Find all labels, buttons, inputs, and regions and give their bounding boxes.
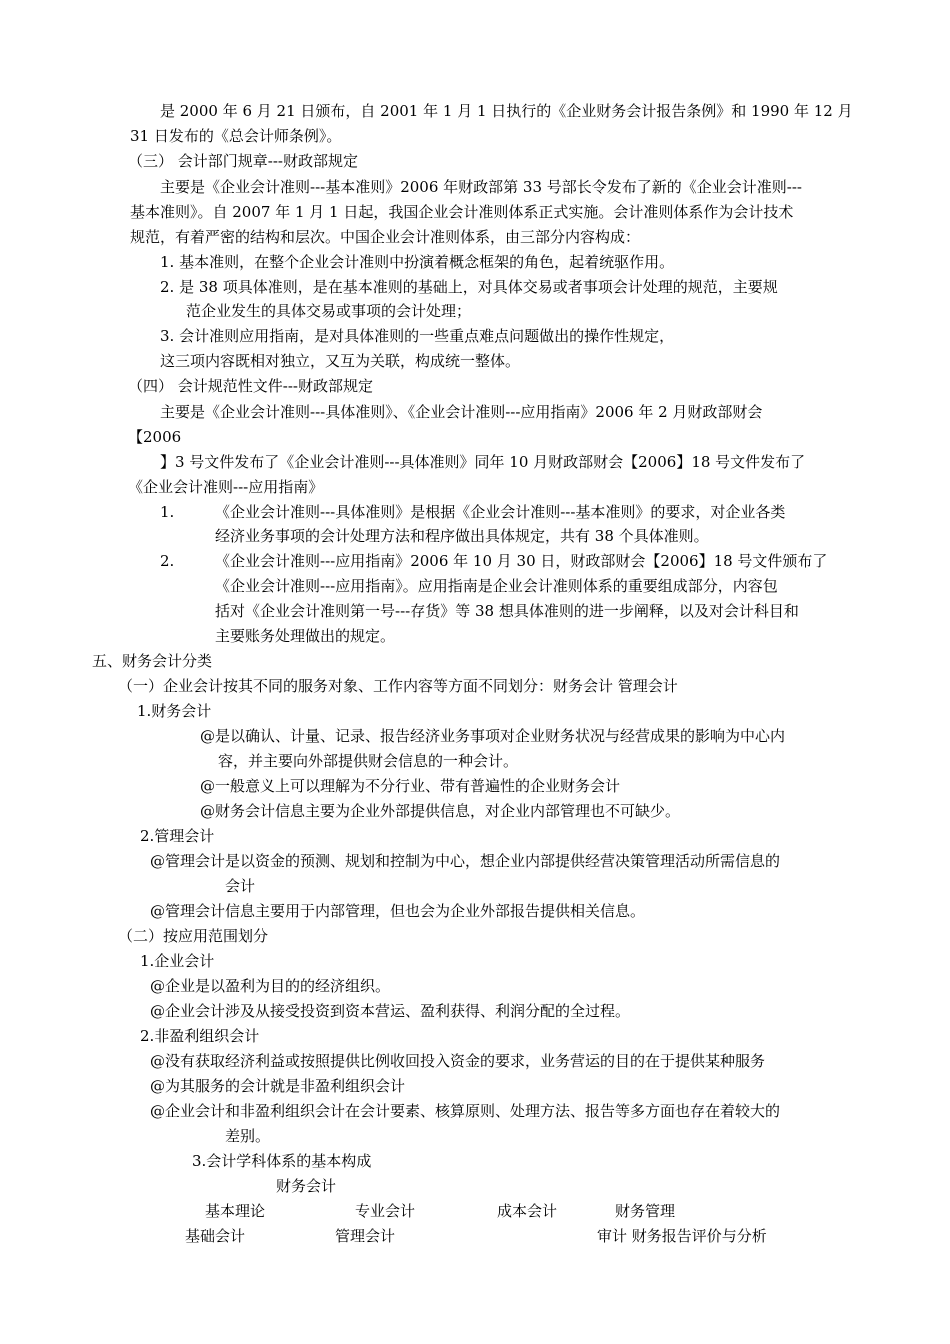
bullet-item: @财务会计信息主要为企业外部提供信息，对企业内部管理也不可缺少。 bbox=[200, 802, 681, 820]
list-item-continuation: 括对《企业会计准则第一号---存货》等 38 想具体准则的进一步阐释，以及对会计科目和 bbox=[215, 602, 799, 620]
bullet-item: @没有获取经济利益或按照提供比例收回投入资金的要求，业务营运的目的在于提供某种服务 bbox=[150, 1052, 766, 1070]
list-marker: 1. bbox=[160, 503, 175, 521]
paragraph-line: 《企业会计准则---应用指南》 bbox=[128, 478, 324, 496]
subsection-heading: 1.企业会计 bbox=[140, 952, 215, 970]
subsection-heading: 3.会计学科体系的基本构成 bbox=[192, 1152, 372, 1170]
paragraph-line: 规范，有着严密的结构和层次。中国企业会计准则体系，由三部分内容构成： bbox=[130, 228, 641, 246]
list-item: 3. 会计准则应用指南，是对具体准则的一些重点难点问题做出的操作性规定， bbox=[160, 327, 675, 345]
diagram-label: 财务管理 bbox=[615, 1202, 676, 1220]
paragraph-line: 是 2000 年 6 月 21 日颁布，自 2001 年 1 月 1 日执行的《企业财务会计报告条例》和 1990 年 12 月 bbox=[160, 102, 853, 120]
bullet-item: @管理会计信息主要用于内部管理，但也会为企业外部报告提供相关信息。 bbox=[150, 902, 646, 920]
paragraph-line: 主要是《企业会计准则---具体准则》、《企业会计准则---应用指南》2006 年 2 月财政部财会 bbox=[160, 403, 763, 421]
paragraph-line: 主要是《企业会计准则---基本准则》2006 年财政部第 33 号部长令发布了新的《企业会计准则--- bbox=[160, 178, 802, 196]
list-item-continuation: 范企业发生的具体交易或事项的会计处理； bbox=[186, 302, 472, 320]
list-item: 2. 是 38 项具体准则，是在基本准则的基础上，对具体交易或者事项会计处理的规范，主要规 bbox=[160, 278, 778, 296]
list-item-continuation: 《企业会计准则---应用指南》。应用指南是企业会计准则体系的重要组成部分，内容包 bbox=[215, 577, 778, 595]
list-item-continuation: 经济业务事项的会计处理方法和程序做出具体规定，共有 38 个具体准则。 bbox=[215, 527, 709, 545]
bullet-item: @一般意义上可以理解为不分行业、带有普遍性的企业财务会计 bbox=[200, 777, 621, 795]
list-item-continuation: 主要账务处理做出的规定。 bbox=[215, 627, 396, 645]
bullet-item: @企业会计和非盈利组织会计在会计要素、核算原则、处理方法、报告等多方面也存在着较大的 bbox=[150, 1102, 781, 1120]
section-heading: （四） 会计规范性文件---财政部规定 bbox=[128, 377, 373, 395]
bullet-item: @企业会计涉及从接受投资到资本营运、盈利获得、利润分配的全过程。 bbox=[150, 1002, 631, 1020]
paragraph-line: 31 日发布的《总会计师条例》。 bbox=[130, 127, 342, 145]
subsection-heading: 1.财务会计 bbox=[137, 702, 212, 720]
diagram-label: 管理会计 bbox=[335, 1227, 396, 1245]
diagram-label: 财务会计 bbox=[276, 1177, 337, 1195]
subsection-heading: 2.非盈利组织会计 bbox=[140, 1027, 260, 1045]
diagram-label: 审计 财务报告评价与分析 bbox=[597, 1227, 767, 1245]
list-marker: 2. bbox=[160, 552, 175, 570]
section-heading: （二）按应用范围划分 bbox=[118, 927, 269, 945]
bullet-continuation: 容，并主要向外部提供财会信息的一种会计。 bbox=[218, 752, 519, 770]
chapter-heading: 五、财务会计分类 bbox=[92, 652, 213, 670]
bullet-continuation: 会计 bbox=[225, 877, 256, 895]
list-item: 《企业会计准则---应用指南》2006 年 10 月 30 日，财政部财会【2006】18 号文件颁布了 bbox=[215, 552, 828, 570]
diagram-label: 成本会计 bbox=[497, 1202, 558, 1220]
paragraph-line: 这三项内容既相对独立，又互为关联，构成统一整体。 bbox=[160, 352, 521, 370]
paragraph-line: 基本准则》。自 2007 年 1 月 1 日起，我国企业会计准则体系正式实施。会计准则体系作为会计技术 bbox=[130, 203, 794, 221]
section-heading: （三） 会计部门规章---财政部规定 bbox=[128, 152, 358, 170]
list-item: 1. 基本准则，在整个企业会计准则中扮演着概念框架的角色，起着统驱作用。 bbox=[160, 253, 675, 271]
list-item: 《企业会计准则---具体准则》是根据《企业会计准则---基本准则》的要求，对企业各类 bbox=[215, 503, 786, 521]
subsection-heading: 2.管理会计 bbox=[140, 827, 215, 845]
bullet-item: @为其服务的会计就是非盈利组织会计 bbox=[150, 1077, 406, 1095]
bullet-item: @企业是以盈利为目的的经济组织。 bbox=[150, 977, 391, 995]
bullet-item: @管理会计是以资金的预测、规划和控制为中心，想企业内部提供经营决策管理活动所需信息的 bbox=[150, 852, 781, 870]
diagram-label: 基础会计 bbox=[185, 1227, 246, 1245]
bullet-continuation: 差别。 bbox=[225, 1127, 271, 1145]
paragraph-line: 【2006 bbox=[128, 428, 182, 446]
section-heading: （一）企业会计按其不同的服务对象、工作内容等方面不同划分：财务会计 管理会计 bbox=[118, 677, 678, 695]
diagram-label: 专业会计 bbox=[355, 1202, 416, 1220]
diagram-label: 基本理论 bbox=[205, 1202, 266, 1220]
bullet-item: @是以确认、计量、记录、报告经济业务事项对企业财务状况与经营成果的影响为中心内 bbox=[200, 727, 786, 745]
paragraph-line: 】3 号文件发布了《企业会计准则---具体准则》同年 10 月财政部财会【2006】18 号文件发布了 bbox=[160, 453, 806, 471]
